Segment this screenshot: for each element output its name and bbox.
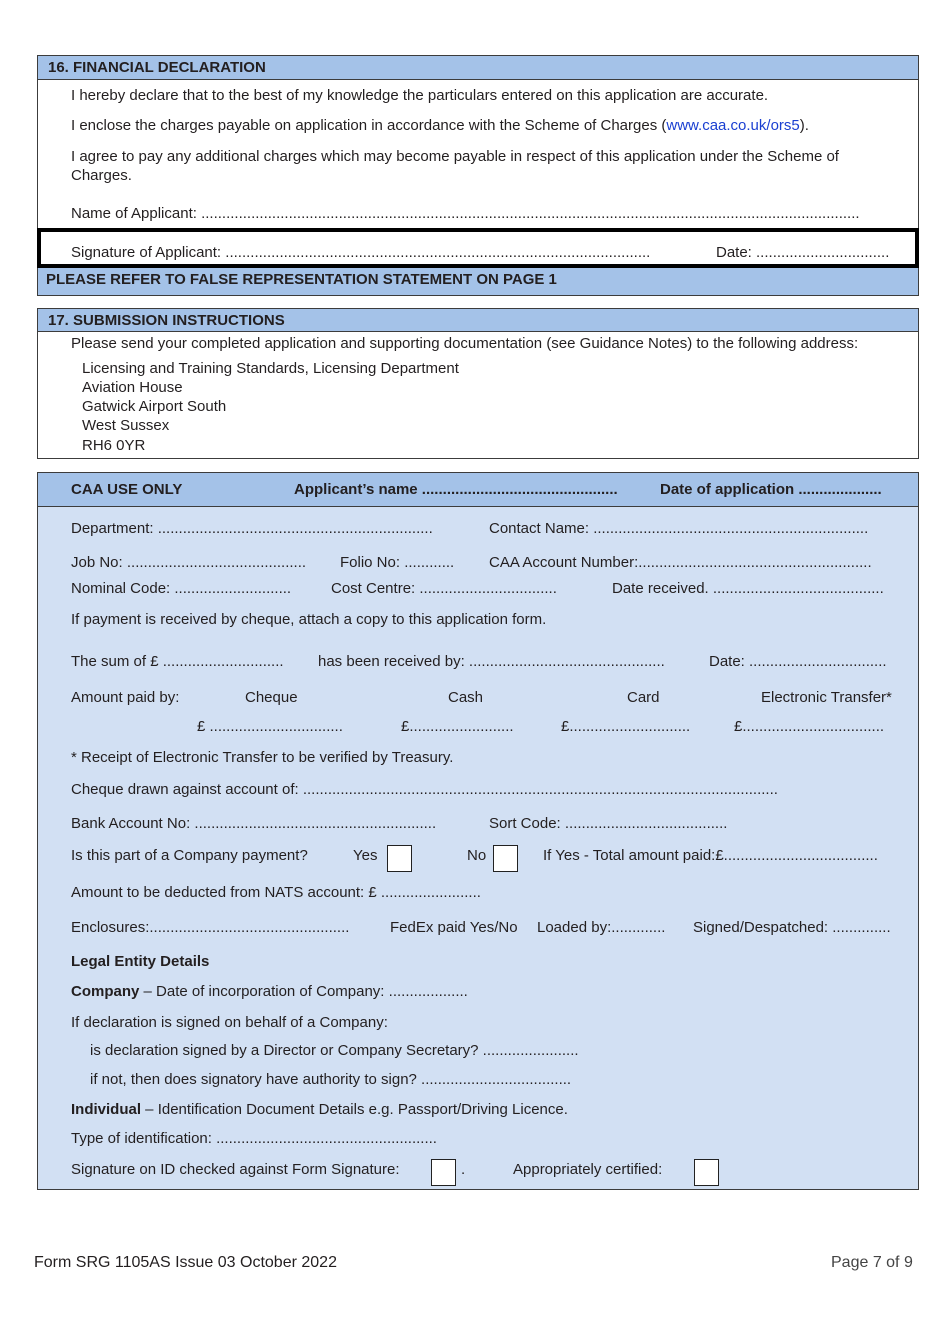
cash-label: Cash [448, 689, 484, 706]
company-payment-yes-checkbox[interactable] [387, 845, 412, 872]
submission-instructions-header [38, 309, 918, 332]
charges-text-prefix: I enclose the charges payable on application in accordance with the Scheme of Charges ( [71, 117, 667, 134]
applicant-name-caa-field[interactable]: Applicant’s name ............................................... [294, 481, 618, 498]
nats-deduction-field[interactable]: Amount to be deducted from NATS account: £ ........................ [71, 884, 481, 901]
electronic-transfer-note: * Receipt of Electronic Transfer to be verified by Treasury. [71, 749, 454, 766]
legal-entity-heading: Legal Entity Details [71, 953, 210, 970]
folio-number-field[interactable]: Folio No: ............ [340, 554, 455, 571]
address-line: Licensing and Training Standards, Licensing Department [82, 360, 459, 377]
loaded-by-field[interactable]: Loaded by:............. [537, 919, 666, 936]
amount-paid-by-label: Amount paid by: [71, 689, 180, 706]
false-representation-banner [38, 268, 918, 295]
company-incorporation-text: – Date of incorporation of Company: ................... [139, 983, 468, 1000]
bank-account-number-field[interactable]: Bank Account No: .......................................................... [71, 815, 437, 832]
cash-amount-field[interactable]: £......................... [401, 718, 514, 735]
financial-declaration-header [38, 56, 918, 80]
fedex-paid-field[interactable]: FedEx paid Yes/No [390, 919, 518, 936]
behalf-of-company-text: If declaration is signed on behalf of a Company: [71, 1014, 388, 1031]
section-16-title: 16. FINANCIAL DECLARATION [48, 59, 266, 76]
cheque-amount-field[interactable]: £ ................................ [197, 718, 343, 735]
scheme-of-charges-link[interactable]: www.caa.co.uk/ors5 [666, 117, 800, 134]
company-incorporation-field[interactable] [71, 983, 468, 1001]
signature-id-checkbox[interactable] [431, 1159, 456, 1186]
signature-id-check-label: Signature on ID checked against Form Signature: [71, 1161, 400, 1178]
form-reference: Form SRG 1105AS Issue 03 October 2022 [34, 1254, 337, 1271]
appropriately-certified-checkbox[interactable] [694, 1159, 719, 1186]
date-received-field[interactable]: Date received. ......................................... [612, 580, 884, 597]
individual-id-description: – Identification Document Details e.g. Passport/Driving Licence. [141, 1101, 568, 1118]
address-line: West Sussex [82, 417, 170, 434]
signed-despatched-field[interactable]: Signed/Despatched: .............. [693, 919, 891, 936]
yes-label: Yes [353, 847, 378, 864]
individual-label: Individual [71, 1101, 142, 1118]
sort-code-field[interactable]: Sort Code: ....................................... [489, 815, 728, 832]
electronic-transfer-label: Electronic Transfer* [761, 689, 892, 706]
declaration-charges-text [71, 117, 809, 135]
cheque-label: Cheque [245, 689, 298, 706]
received-by-field[interactable]: has been received by: ............................................... [318, 653, 665, 670]
address-line: Gatwick Airport South [82, 398, 227, 415]
nominal-code-field[interactable]: Nominal Code: ............................ [71, 580, 292, 597]
payment-date-field[interactable]: Date: ................................. [709, 653, 887, 670]
section-17-title: 17. SUBMISSION INSTRUCTIONS [48, 312, 285, 329]
company-payment-no-checkbox[interactable] [493, 845, 518, 872]
cost-centre-field[interactable]: Cost Centre: ................................. [331, 580, 557, 597]
declaration-accuracy-text: I hereby declare that to the best of my knowledge the particulars entered on this application are accurate. [71, 87, 769, 104]
signature-check-dot: . [461, 1161, 466, 1178]
company-label: Company [71, 983, 140, 1000]
sum-received-field[interactable]: The sum of £ ............................. [71, 653, 284, 670]
applicant-signature-field[interactable]: Signature of Applicant: ...................................................................................................... [71, 244, 651, 261]
false-representation-text: PLEASE REFER TO FALSE REPRESENTATION STATEMENT ON PAGE 1 [46, 271, 557, 288]
individual-id-text [71, 1101, 568, 1119]
signature-date-field[interactable]: Date: ................................ [716, 244, 890, 261]
address-line: RH6 0YR [82, 437, 146, 454]
cheque-drawn-account-field[interactable]: Cheque drawn against account of: .................................................................................................................. [71, 781, 778, 798]
caa-account-number-field[interactable]: CAA Account Number:........................................................ [489, 554, 872, 571]
caa-use-only-title: CAA USE ONLY [71, 481, 183, 498]
director-signed-field[interactable]: is declaration signed by a Director or Company Secretary? ....................... [90, 1042, 579, 1059]
submission-intro-text: Please send your completed application and supporting documentation (see Guidance Notes) to the following address: [71, 335, 859, 352]
total-amount-paid-field[interactable]: If Yes - Total amount paid:£..................................... [543, 847, 878, 864]
page-number: Page 7 of 9 [831, 1254, 913, 1271]
address-line: Aviation House [82, 379, 183, 396]
job-number-field[interactable]: Job No: ........................................... [71, 554, 307, 571]
enclosures-field[interactable]: Enclosures:................................................ [71, 919, 350, 936]
contact-name-field[interactable]: Contact Name: .................................................................. [489, 520, 869, 537]
type-of-identification-field[interactable]: Type of identification: ..................................................... [71, 1130, 437, 1147]
appropriately-certified-label: Appropriately certified: [513, 1161, 663, 1178]
no-label: No [467, 847, 487, 864]
card-label: Card [627, 689, 660, 706]
applicant-name-field[interactable]: Name of Applicant: .............................................................................................................................................................. [71, 205, 860, 222]
declaration-additional-text: I agree to pay any additional charges which may become payable in respect of this application under the Scheme of [71, 148, 839, 165]
electronic-transfer-amount-field[interactable]: £.................................. [734, 718, 885, 735]
declaration-additional-text-cont: Charges. [71, 167, 132, 184]
card-amount-field[interactable]: £............................. [561, 718, 691, 735]
charges-text-suffix: ). [799, 117, 809, 134]
cheque-attach-note: If payment is received by cheque, attach a copy to this application form. [71, 611, 547, 628]
department-field[interactable]: Department: .................................................................. [71, 520, 433, 537]
date-of-application-field[interactable]: Date of application .................... [660, 481, 882, 498]
signatory-authority-field[interactable]: if not, then does signatory have authority to sign? .................................... [90, 1071, 572, 1088]
company-payment-question: Is this part of a Company payment? [71, 847, 308, 864]
